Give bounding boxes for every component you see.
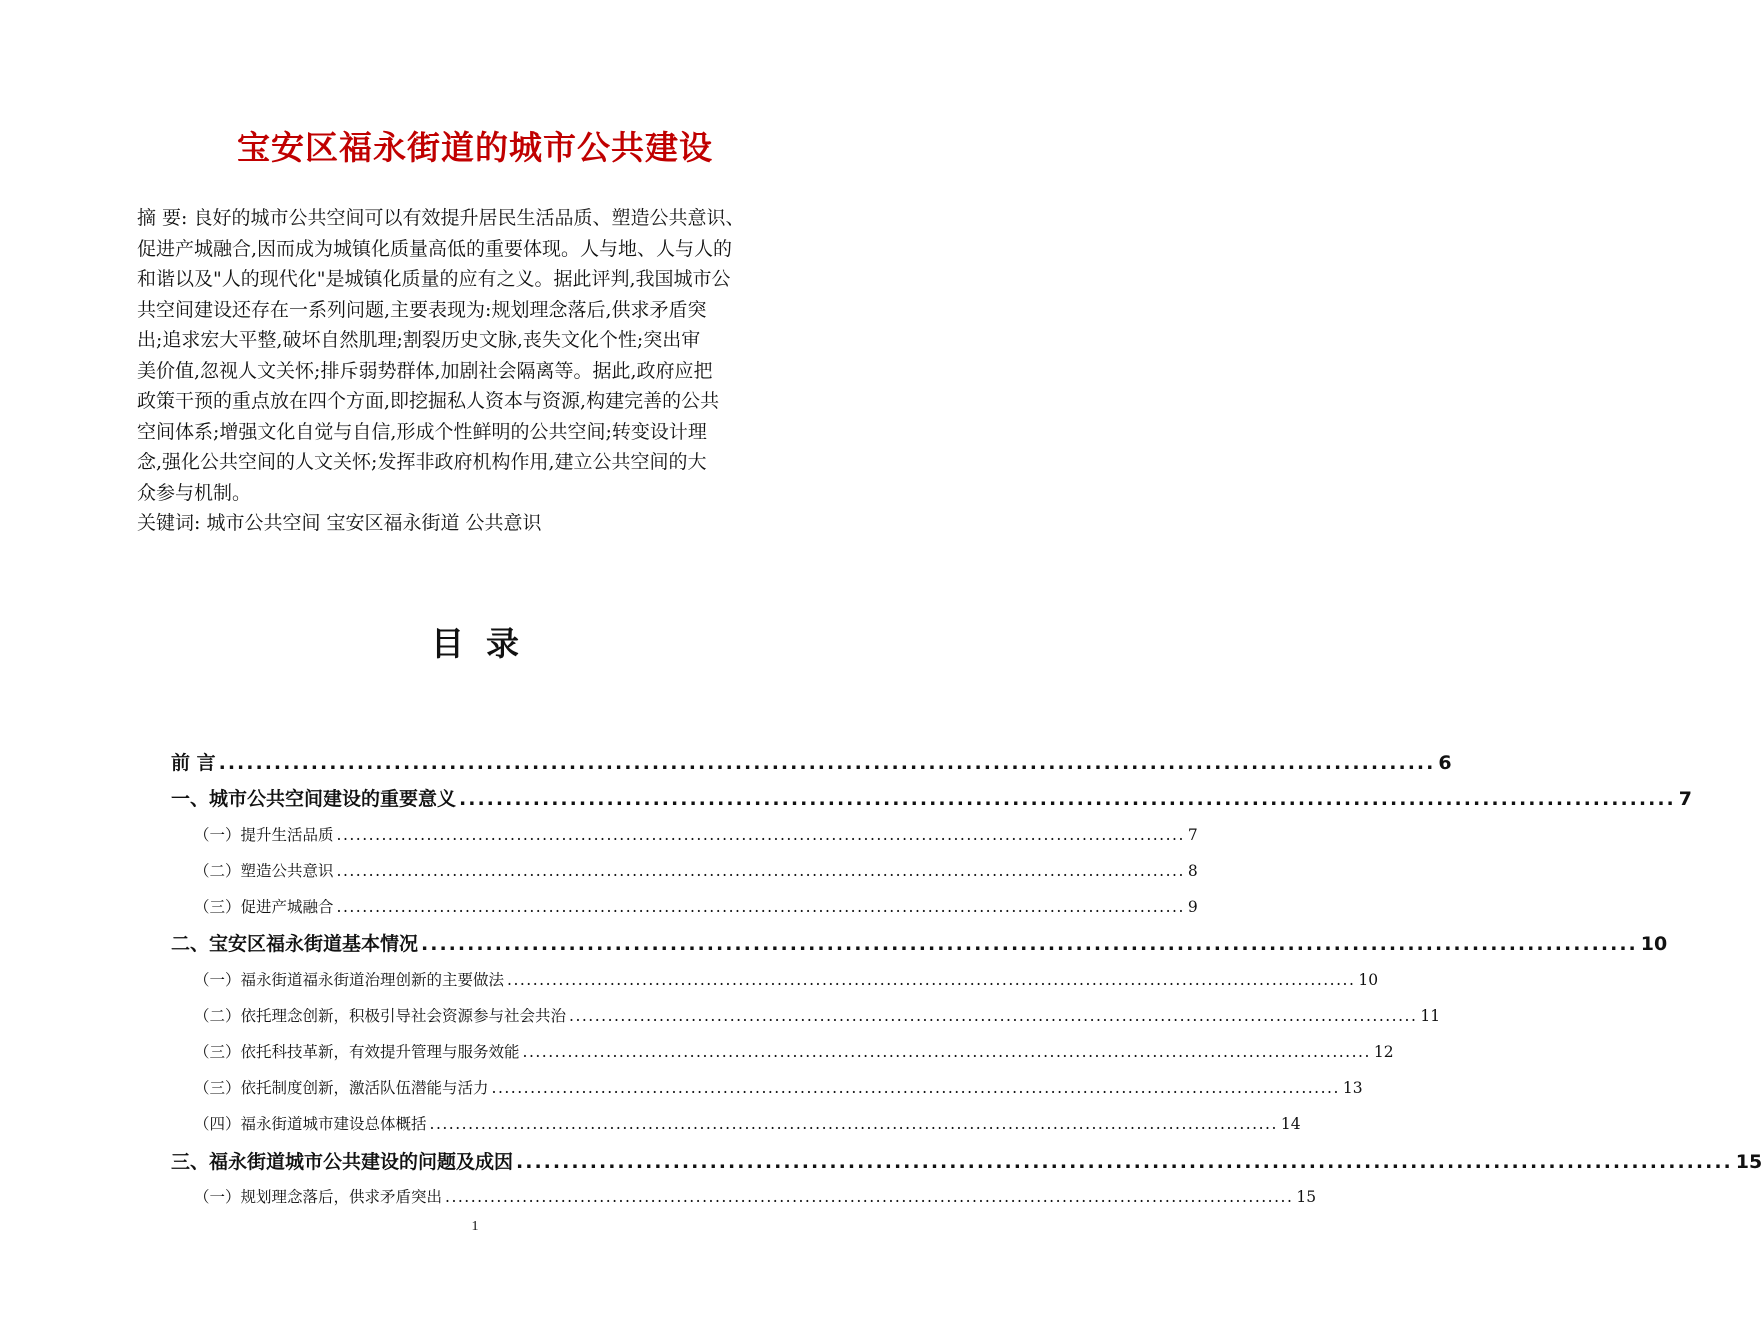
toc-leader: .................................................................................................................................... [218,752,1436,774]
abstract-line: 和谐以及"人的现代化"是城镇化质量的应有之义。据此评判,我国城市公 [137,268,731,290]
toc-page-number: 7 [1187,826,1198,844]
toc-entry[interactable] [194,859,1198,881]
toc-leader: .................................................................................................................................... [336,898,1185,916]
toc-entry-label: （二）塑造公共意识 [194,862,334,880]
toc-entry-label: 三、福永街道城市公共建设的问题及成因 [171,1151,514,1173]
toc-entry-label: （三）依托科技革新，有效提升管理与服务效能 [194,1043,520,1061]
toc-leader: .................................................................................................................................... [421,933,1638,955]
toc-entry[interactable] [194,1040,1394,1062]
abstract-line: 美价值,忽视人文关怀;排斥弱势群体,加剧社会隔离等。据此,政府应把 [137,359,713,382]
toc-page-number: 13 [1342,1079,1363,1097]
toc-entry[interactable] [194,823,1198,845]
toc-leader: .................................................................................................................................... [491,1079,1340,1097]
toc-leader: .................................................................................................................................... [336,862,1185,880]
toc-entry-label: 一、城市公共空间建设的重要意义 [171,788,457,810]
toc-page-number: 8 [1187,862,1198,880]
toc-entry[interactable] [171,784,1692,811]
toc-page-number: 14 [1280,1115,1301,1133]
toc-entry-label: （四）福永街道城市建设总体概括 [194,1115,427,1133]
toc-entry[interactable] [171,748,1452,775]
abstract-line: 共空间建设还存在一系列问题,主要表现为:规划理念落后,供求矛盾突 [137,298,707,321]
toc-entry[interactable] [194,1004,1441,1026]
toc-entry-label: （一）规划理念落后，供求矛盾突出 [194,1188,443,1206]
toc-leader: .................................................................................................................................... [429,1115,1278,1133]
abstract [137,203,857,539]
toc-page-number: 9 [1187,898,1198,916]
toc-entry[interactable] [194,1112,1301,1134]
abstract-line: 政策干预的重点放在四个方面,即挖掘私人资本与资源,构建完善的公共 [137,390,720,412]
toc-entry[interactable] [194,1185,1317,1207]
toc-page-number: 7 [1678,788,1692,810]
abstract-line: 空间体系;增强文化自觉与自信,形成个性鲜明的公共空间;转变设计理 [137,420,707,443]
toc-entry[interactable] [194,1076,1363,1098]
toc-entry-label: 二、宝安区福永街道基本情况 [171,933,419,955]
toc-page-number: 10 [1640,933,1668,955]
toc-entry-label: （一）提升生活品质 [194,826,334,844]
toc-leader: .................................................................................................................................... [459,788,1676,810]
toc-entry[interactable] [194,968,1379,990]
toc-page-number: 15 [1296,1188,1317,1206]
document-title: 宝安区福永街道的城市公共建设 [237,128,713,167]
keywords-line: 关键词: 城市公共空间 宝安区福永街道 公共意识 [137,512,542,534]
abstract-line: 摘 要: 良好的城市公共空间可以有效提升居民生活品质、塑造公共意识、 [137,207,745,229]
toc-page-number: 12 [1373,1043,1394,1061]
abstract-line: 促进产城融合,因而成为城镇化质量高低的重要体现。人与地、人与人的 [137,237,733,260]
toc-entry-label: （三）依托制度创新，激活队伍潜能与活力 [194,1079,489,1097]
toc-page-number: 6 [1438,752,1452,774]
toc-title: 目录 [431,624,541,663]
toc-leader: .................................................................................................................................... [569,1007,1418,1025]
toc-leader: .................................................................................................................................... [336,826,1185,844]
toc-entry[interactable] [171,1147,1762,1174]
toc-leader: .................................................................................................................................... [445,1188,1294,1206]
toc-entry[interactable] [194,895,1198,917]
toc-entry-label: （一）福永街道福永街道治理创新的主要做法 [194,971,505,989]
abstract-line: 出;追求宏大平整,破坏自然肌理;割裂历史文脉,丧失文化个性;突出审 [137,329,701,351]
toc-entry-label: （三）促进产城融合 [194,898,334,916]
toc-entry-label: 前 言 [171,752,216,774]
toc-leader: .................................................................................................................................... [522,1043,1371,1061]
toc-entry-label: （二）依托理念创新，积极引导社会资源参与社会共治 [194,1007,567,1025]
page-number: 1 [471,1219,479,1234]
toc-page-number: 11 [1420,1007,1441,1025]
abstract-line: 众参与机制。 [137,481,252,504]
toc-page-number: 10 [1358,971,1379,989]
toc-entry[interactable] [171,929,1668,956]
toc-leader: .................................................................................................................................... [516,1151,1733,1173]
abstract-line: 念,强化公共空间的人文关怀;发挥非政府机构作用,建立公共空间的大 [137,451,707,473]
toc-leader: .................................................................................................................................... [507,971,1356,989]
toc-page-number: 15 [1735,1151,1762,1173]
